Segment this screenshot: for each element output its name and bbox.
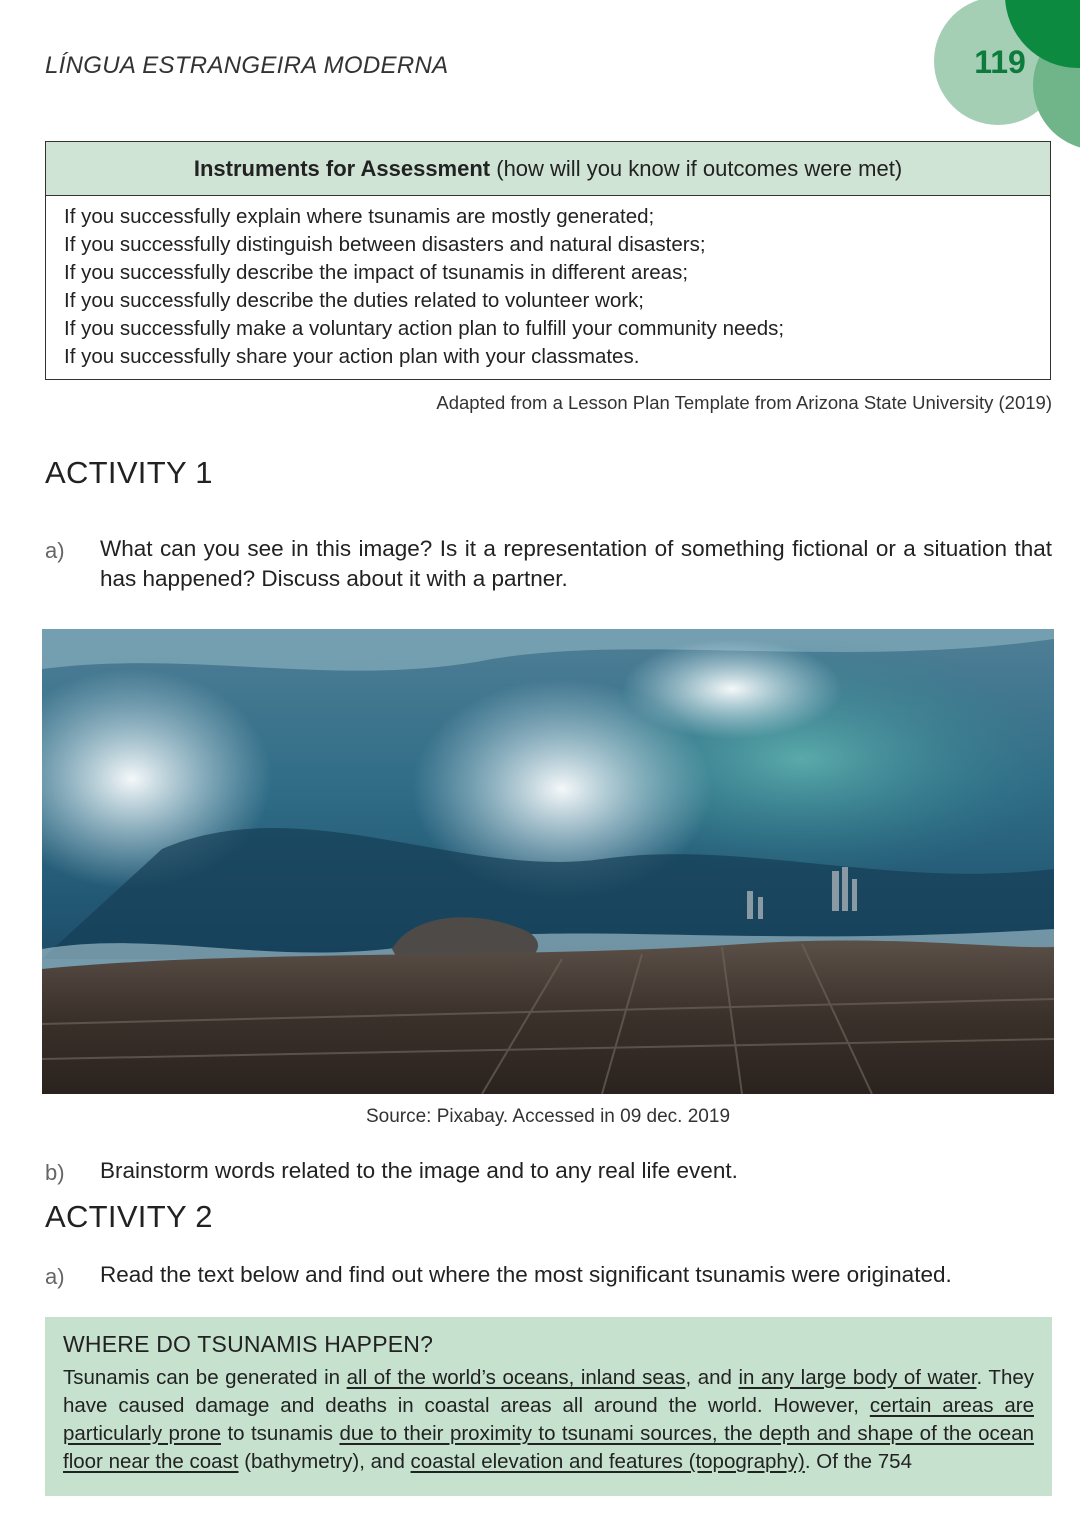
assessment-item: If you successfully describe the impact of tsunamis in different areas; <box>64 261 689 284</box>
reading-title: WHERE DO TSUNAMIS HAPPEN? <box>63 1331 434 1357</box>
assessment-item: If you successfully share your action plan with your classmates. <box>64 345 640 368</box>
city-ground <box>42 941 1054 1094</box>
activity-1-a-letter: a) <box>45 538 65 563</box>
tsunami-illustration <box>42 629 1054 1094</box>
activity-1-b-question: Brainstorm words related to the image and to any real life event. <box>100 1158 738 1183</box>
assessment-source-note: Adapted from a Lesson Plan Template from Arizona State University (2019) <box>436 392 1052 413</box>
tsunami-city-image <box>42 629 1054 1094</box>
reading-text-box <box>45 1317 1052 1496</box>
activity-2-a-letter: a) <box>45 1264 65 1289</box>
reading-segment: . They have caused damage and deaths in coastal areas all around the world. However, <box>63 1366 1035 1417</box>
activity-1-a-question: What can you see in this image? Is it a representation of something fictional or a situation that has happened? Discuss about it with a partner. <box>100 536 1052 591</box>
assessment-item: If you successfully make a voluntary action plan to fulfill your community needs; <box>64 317 785 340</box>
assessment-heading-bold: Instruments for Assessment <box>193 156 491 181</box>
activity-2-a-question: Read the text below and find out where the most significant tsunamis were originated. <box>100 1262 952 1287</box>
activity-1-b-letter: b) <box>45 1160 65 1185</box>
reading-segment: (bathymetry), and <box>238 1450 411 1473</box>
image-caption: Source: Pixabay. Accessed in 09 dec. 2019 <box>365 1106 731 1127</box>
subject-header: LÍNGUA ESTRANGEIRA MODERNA <box>45 52 449 79</box>
assessment-item: If you successfully explain where tsunamis are mostly generated; <box>64 205 655 228</box>
assessment-item: If you successfully describe the duties related to volunteer work; <box>64 289 644 312</box>
assessment-list <box>46 196 1050 379</box>
reading-underlined-phrase: all of the world’s oceans, inland seas <box>346 1366 686 1389</box>
reading-segment: to tsunamis <box>221 1422 340 1445</box>
activity-2-heading: ACTIVITY 2 <box>45 1199 213 1234</box>
reading-underlined-phrase: in any large body of water <box>738 1366 977 1389</box>
page-number: 119 <box>974 44 1026 80</box>
wave-crest-right <box>622 639 842 739</box>
reading-body <box>63 1364 1034 1476</box>
assessment-item: If you successfully distinguish between disasters and natural disasters; <box>64 233 706 256</box>
assessment-table <box>45 141 1051 380</box>
reading-underlined-phrase: certain areas are particularly prone <box>63 1394 1034 1445</box>
reading-segment: , and <box>685 1366 739 1389</box>
assessment-table-header <box>46 142 1050 196</box>
reading-segment: . Of the 754 <box>804 1450 912 1473</box>
reading-segment: Tsunamis can be generated in <box>63 1366 347 1389</box>
reading-underlined-phrase: due to their proximity to tsunami sources, the depth and shape of the ocean floor near the coast <box>63 1422 1035 1473</box>
assessment-heading-rest: (how will you know if outcomes were met) <box>490 156 903 181</box>
activity-1-heading: ACTIVITY 1 <box>45 455 213 490</box>
reading-underlined-phrase: coastal elevation and features (topography) <box>410 1450 805 1473</box>
